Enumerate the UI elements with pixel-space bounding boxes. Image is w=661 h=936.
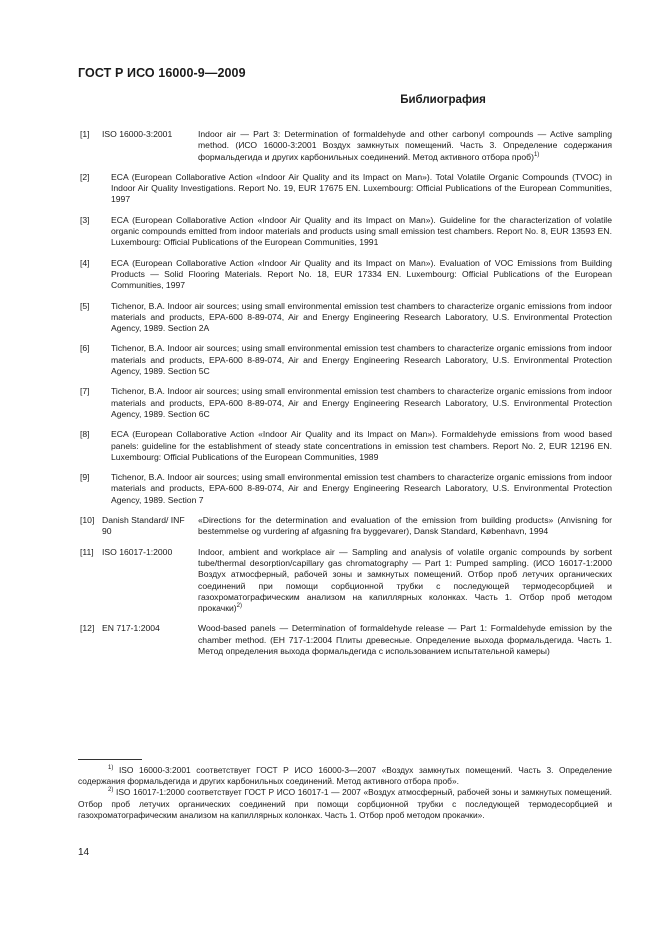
footnotes xyxy=(78,765,612,821)
bibliography-entry xyxy=(80,386,612,420)
entry-number: [3] xyxy=(80,214,90,225)
entry-standard-code: EN 717-1:2004 xyxy=(102,623,160,634)
entry-text-content: Wood-based panels — Determination of formaldehyde release — Part 1: Formaldehyde emission by the chamber method. (ЕН 717-1:2004 Плиты древесные. Определение выхода формальдегида. Часть 1. Метод определения выхода формальдегида с использованием испытательной камеры) xyxy=(198,623,612,656)
entry-text-content: Indoor air — Part 3: Determination of formaldehyde and other carbonyl compounds — Active sampling method. (ИСО 16000-3:2001 Воздух замкнутых помещений. Часть 3. Определение содержания формальдегида и других карбонильных соединений. Метод активного отбора проб) xyxy=(198,129,612,162)
footnote-mark: 2) xyxy=(108,787,114,794)
entry-text-content: ECA (European Collaborative Action «Indoor Air Quality and its Impact on Man»). Guideline for the characterization of volatile organic compounds emitted from indoor materials and products using small emission test chambers. Report No. 8, EUR 13593 EN. Luxembourg: Official Publications of the European Communities, 1991 xyxy=(111,214,612,248)
bibliography-entry xyxy=(80,472,612,506)
page-number: 14 xyxy=(78,847,90,858)
bibliography-entry xyxy=(80,215,612,249)
bibliography-entry xyxy=(80,623,612,657)
footnote-text: ISO 16000-3:2001 соответствует ГОСТ Р ИСО 16000-3—2007 «Воздух замкнутых помещений. Часть 3. Определение содержания формальдегида и других карбонильных соединений. Метод активного отбора проб». xyxy=(78,765,612,787)
entry-text xyxy=(111,343,612,377)
entry-text-content: «Directions for the determination and evaluation of the emission from building products» (Anvisning for bestemmelse og vurdering af afgasning fra byggevarer), Dansk Standard, København, 1994 xyxy=(198,515,612,537)
footnote xyxy=(78,765,612,787)
entry-number: [5] xyxy=(80,300,90,311)
bibliography-entry xyxy=(80,515,612,538)
entry-text-content: ECA (European Collaborative Action «Indoor Air Quality and its Impact on Man»). Formaldehyde emissions from wood based panels: guideline for the establishment of steady state concentrations in emission test chambers. Report No. 2, EUR 12196 EN. Luxembourg: Official Publications of the European Communities, 1989 xyxy=(111,429,612,462)
footnote-reference: 1) xyxy=(533,151,540,158)
entry-text-content: Tichenor, B.A. Indoor air sources; using small environmental emission test chambers to characterize organic emissions from indoor materials and products, EPA-600 8-89-074, Air and Energy Engineering Research Laboratory, U.S. Environmental Protection Agency, 1989. Section 7 xyxy=(111,472,612,505)
bibliography-entry xyxy=(80,258,612,292)
footnote-mark: 1) xyxy=(108,765,114,772)
entry-text xyxy=(111,258,612,292)
entry-text-content: Tichenor, B.A. Indoor air sources; using small environmental emission test chambers to characterize organic emissions from indoor materials and products, EPA-600 8-89-074, Air and Energy Engineering Research Laboratory, U.S. Environmental Protection Agency, 1989. Section 6C xyxy=(111,386,612,419)
entry-number: [4] xyxy=(80,257,90,268)
bibliography-entry xyxy=(80,129,612,163)
entry-number: [12] xyxy=(80,623,95,634)
bibliography-entry xyxy=(80,343,612,377)
entry-number: [2] xyxy=(80,171,90,182)
entry-standard-code: ISO 16017-1:2000 xyxy=(102,546,173,557)
entry-text xyxy=(111,172,612,206)
entry-text xyxy=(198,547,612,615)
entry-number: [1] xyxy=(80,129,90,139)
entry-number: [10] xyxy=(80,515,95,526)
entry-text xyxy=(111,301,612,335)
entry-number: [8] xyxy=(80,429,90,440)
bibliography-entry xyxy=(80,172,612,206)
footnote xyxy=(78,787,612,821)
entry-standard-code: Danish Standard/ INF 90 xyxy=(102,515,185,537)
entry-number: [9] xyxy=(80,472,90,483)
entry-text-content: ECA (European Collaborative Action «Indoor Air Quality and its Impact on Man»). Evaluation of VOC Emissions from Building Products — Solid Flooring Materials. Report No. 18, EUR 17334 EN. Luxembourg: Official Publications of the European Communities, 1997 xyxy=(111,257,612,291)
bibliography-heading: Библиография xyxy=(400,94,486,106)
entry-text-content: Tichenor, B.A. Indoor air sources; using small environmental emission test chambers to characterize organic emissions from indoor materials and products, EPA-600 8-89-074, Air and Energy Engineering Research Laboratory, U.S. Environmental Protection Agency, 1989. Section 2A xyxy=(111,300,612,334)
entry-text xyxy=(111,215,612,249)
footnote-reference: 2) xyxy=(236,603,242,610)
entry-text-content: Indoor, ambient and workplace air — Sampling and analysis of volatile organic compounds by sorbent tube/thermal desorption/capillary gas chromatography — Part 1: Pumped sampling. (ИСО 16017-1:2000 Воздух атмосферный, рабочей зоны и замкнутых помещений. Отбор проб летучих органических соединений при помощи сорбционной трубки с последующей термодесорбцией и газохроматографическим анализом на капиллярных колонках. Часть 1. Отбор проб методом прокачки) xyxy=(198,546,612,614)
bibliography-list xyxy=(80,129,612,657)
footnote-text: ISO 16017-1:2000 соответствует ГОСТ Р ИСО 16017-1 — 2007 «Воздух атмосферный, рабочей зоны и замкнутых помещений. Отбор проб летучих органических соединений при помощи сорбционной трубки с последующей термодесорбцией и газохроматографическим анализом на капиллярных колонках. Часть 1. Отбор проб методом прокачки». xyxy=(78,787,613,820)
bibliography-entry xyxy=(80,429,612,463)
entry-standard-code: ISO 16000-3:2001 xyxy=(102,129,173,139)
entry-text xyxy=(111,472,612,506)
entry-text xyxy=(198,623,612,657)
entry-number: [11] xyxy=(80,546,94,557)
standard-header: ГОСТ Р ИСО 16000-9—2009 xyxy=(78,66,246,80)
bibliography-entry xyxy=(80,547,612,615)
bibliography-entry xyxy=(80,301,612,335)
entry-text xyxy=(198,515,612,538)
entry-number: [7] xyxy=(80,386,90,397)
entry-text-content: Tichenor, B.A. Indoor air sources; using small environmental emission test chambers to characterize organic emissions from indoor materials and products, EPA-600 8-89-074, Air and Energy Engineering Research Laboratory, U.S. Environmental Protection Agency, 1989. Section 5C xyxy=(111,343,612,377)
entry-text-content: ECA (European Collaborative Action «Indoor Air Quality and its Impact on Man»). Total Volatile Organic Compounds (TVOC) in Indoor Air Quality Investigations. Report No. 19, EUR 17675 EN. Luxembourg: Official Publications of the European Communities, 1997 xyxy=(111,171,612,205)
entry-text xyxy=(111,429,612,463)
entry-text xyxy=(198,129,612,163)
footnote-divider xyxy=(78,759,142,760)
entry-text xyxy=(111,386,612,420)
entry-number: [6] xyxy=(80,343,90,354)
